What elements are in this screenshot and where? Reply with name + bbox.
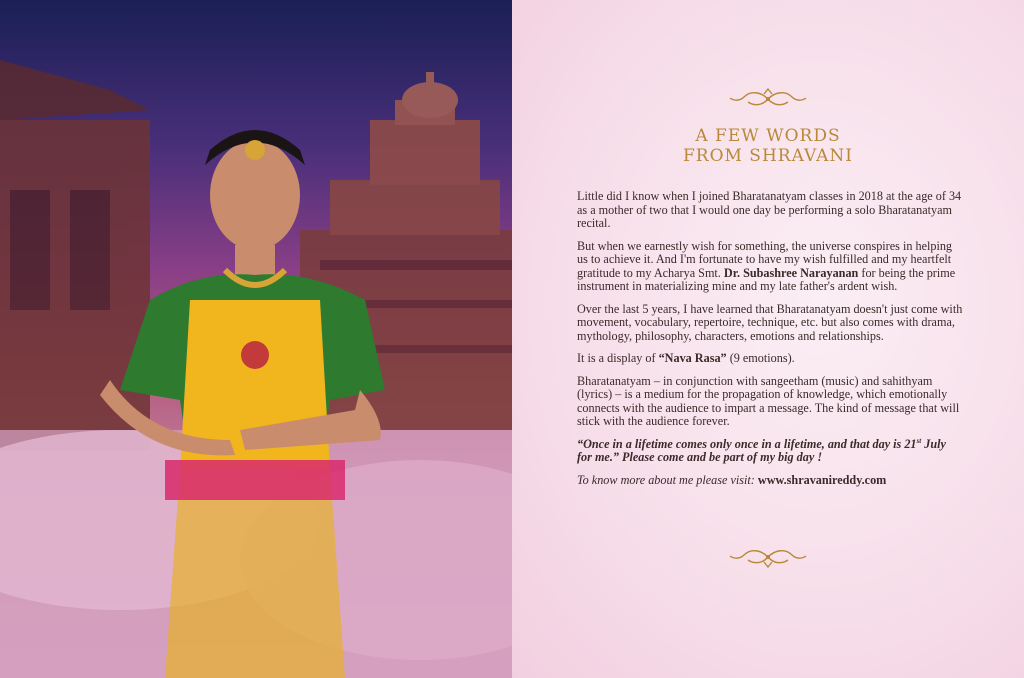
paragraph-gratitude — [577, 240, 963, 294]
ornament-bottom-icon — [724, 546, 812, 568]
letter-body — [577, 190, 963, 496]
acharya-name: Dr. Subashree Narayanan — [723, 265, 859, 280]
title-line-2: FROM SHRAVANI — [682, 146, 854, 166]
invitation-quote — [577, 438, 963, 465]
quote-ordinal: st — [916, 436, 922, 445]
title-line-1: A FEW WORDS — [695, 126, 841, 146]
arcade-silhouette — [0, 60, 150, 450]
website-link[interactable]: www.shravanireddy.com — [757, 472, 887, 487]
ornament-top-icon — [724, 88, 812, 110]
nava-rasa-tail: (9 emotions). — [726, 351, 795, 365]
visit-label: To know more about me please visit: — [577, 472, 758, 487]
page-title — [640, 126, 896, 166]
quote-start: “Once in a lifetime comes only once in a lifetime, and that day is 21 — [577, 436, 917, 451]
visit-line — [577, 474, 963, 488]
paragraph-nava-rasa — [577, 352, 963, 366]
paragraph-medium: Bharatanatyam – in conjunction with sangeetham (music) and sahithyam (lyrics) – is a medium for the propagation of knowledge, which emotionally connects with the audience to impart a message. The kind of message that will stick with the audience forever. — [577, 373, 960, 428]
paragraph-intro: Little did I know when I joined Bharatanatyam classes in 2018 at the age of 34 as a mother of two that I would one day be performing a solo Bharatanatyam recital. — [577, 189, 962, 230]
nava-rasa-term: “Nava Rasa” — [658, 351, 727, 365]
quote-end: July for me.” Please come and be part of my big day ! — [577, 436, 946, 464]
gratitude-text-end: for being the prime instrument in materializing mine and my late father's ardent wish. — [577, 265, 956, 293]
nava-rasa-lead: It is a display of — [577, 351, 659, 365]
gratitude-text: But when we earnestly wish for something, the universe conspires in helping us to achieve it. And I'm fortunate to have my wish fulfilled and my heartfelt gratitude to my Acharya Smt. — [577, 238, 953, 280]
paragraph-learning: Over the last 5 years, I have learned that Bharatanatyam doesn't just come with movement, vocabulary, repertoire, technique, etc. but also comes with drama, mythology, philosophy, characters, emotions and relationships. — [577, 301, 963, 343]
